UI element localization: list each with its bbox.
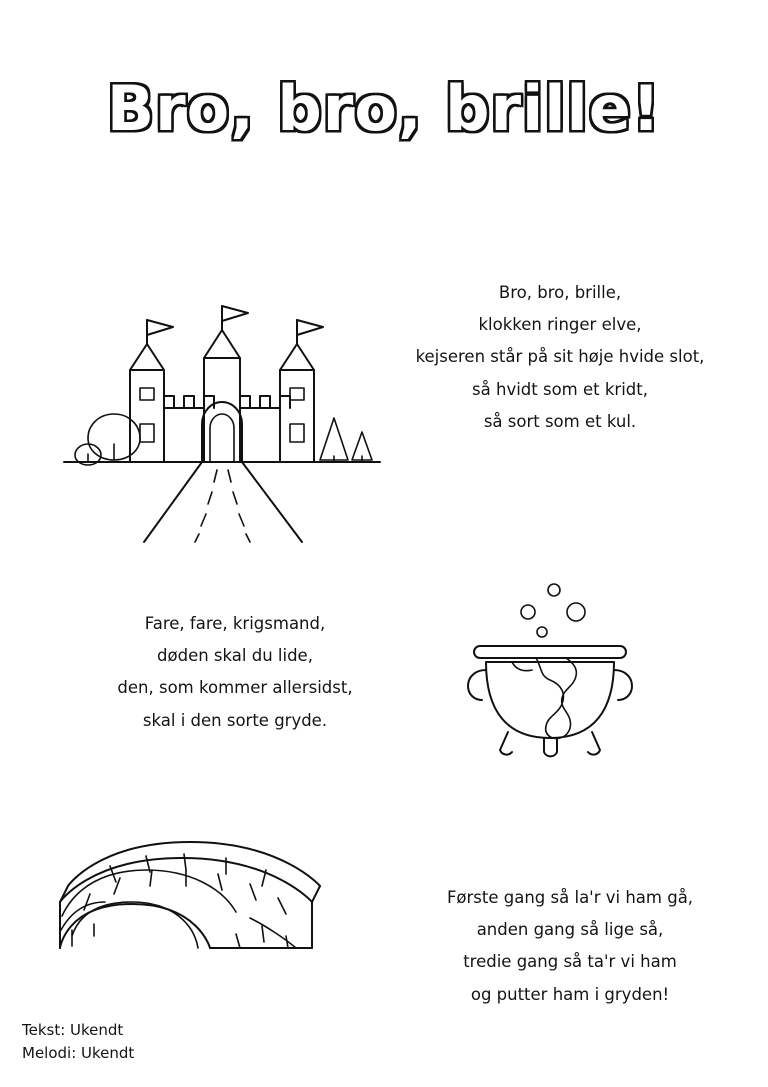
- verse-line: tredie gang så ta'r vi ham: [463, 952, 677, 972]
- castle-illustration: [52, 284, 392, 544]
- verse-line: så hvidt som et kridt,: [472, 379, 648, 399]
- verse-line: Bro, bro, brille,: [498, 283, 622, 302]
- page-title: Bro, bro, brille!: [106, 72, 662, 145]
- verse-3: [400, 882, 740, 1011]
- verse-line: den, som kommer allersidst,: [117, 678, 353, 698]
- credit-melody: Melodi: Ukendt: [22, 1043, 135, 1062]
- verse-line: anden gang så lige så,: [476, 920, 664, 940]
- verse-line: klokken ringer elve,: [478, 315, 642, 335]
- cauldron-illustration: [450, 566, 650, 771]
- verse-line: døden skal du lide,: [157, 646, 313, 666]
- credit-text: Tekst: Ukendt: [22, 1020, 124, 1039]
- verse-line: skal i den sorte gryde.: [142, 710, 328, 730]
- verse-line: Første gang så la'r vi ham gå,: [446, 888, 694, 907]
- verse-line: kejseren står på sit høje hvide slot,: [415, 347, 705, 367]
- verse-line: så sort som et kul.: [483, 411, 637, 431]
- bridge-illustration: [50, 826, 370, 966]
- verse-2: [60, 608, 410, 737]
- verse-line: Fare, fare, krigsmand,: [144, 614, 326, 633]
- verse-1: [380, 277, 740, 438]
- credits: [22, 1019, 134, 1066]
- verse-line: og putter ham i gryden!: [470, 984, 670, 1004]
